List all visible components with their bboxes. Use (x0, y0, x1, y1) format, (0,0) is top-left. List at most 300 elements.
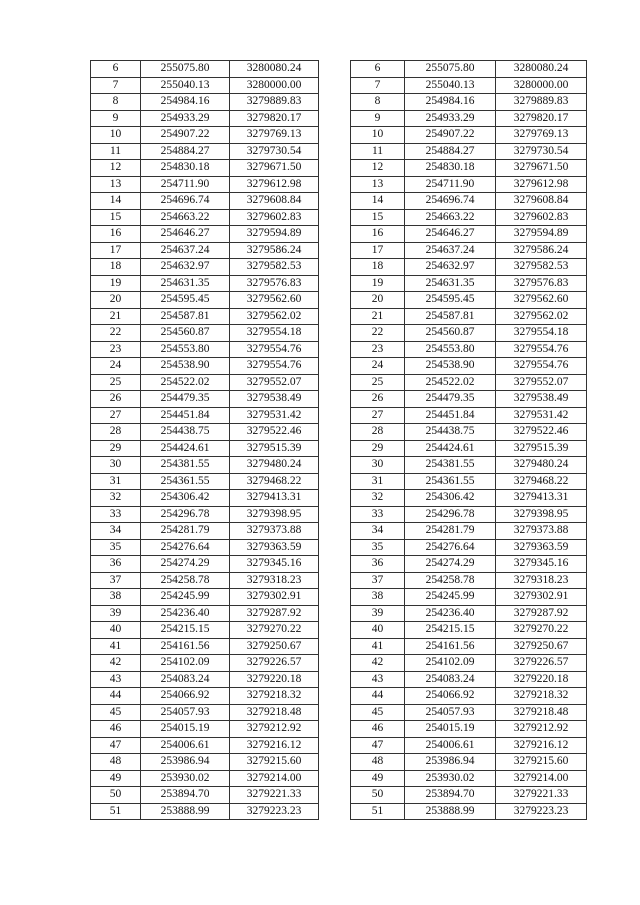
table-row (351, 275, 587, 292)
y-coordinate-cell: 3279214.00 (496, 770, 587, 787)
y-coordinate-cell: 3279582.53 (230, 259, 319, 276)
x-coordinate-cell: 254522.02 (141, 374, 230, 391)
point-number-cell: 39 (91, 605, 141, 622)
x-coordinate-cell: 254663.22 (405, 209, 496, 226)
y-coordinate-cell: 3280080.24 (230, 61, 319, 78)
y-coordinate-cell: 3279318.23 (230, 572, 319, 589)
y-coordinate-cell: 3279302.91 (230, 589, 319, 606)
table-row (351, 506, 587, 523)
x-coordinate-cell: 254560.87 (141, 325, 230, 342)
table-row (91, 176, 319, 193)
x-coordinate-cell: 254451.84 (405, 407, 496, 424)
x-coordinate-cell: 254424.61 (141, 440, 230, 457)
table-row (91, 754, 319, 771)
table-row (91, 94, 319, 111)
point-number-cell: 9 (91, 110, 141, 127)
table-row (91, 143, 319, 160)
table-row (91, 391, 319, 408)
table-row (351, 193, 587, 210)
point-number-cell: 44 (351, 688, 405, 705)
point-number-cell: 32 (351, 490, 405, 507)
x-coordinate-cell: 254595.45 (141, 292, 230, 309)
table-row (351, 358, 587, 375)
x-coordinate-cell: 254538.90 (405, 358, 496, 375)
point-number-cell: 49 (91, 770, 141, 787)
y-coordinate-cell: 3279820.17 (496, 110, 587, 127)
point-number-cell: 16 (91, 226, 141, 243)
table-row (351, 539, 587, 556)
x-coordinate-cell: 254274.29 (405, 556, 496, 573)
x-coordinate-cell: 254296.78 (405, 506, 496, 523)
table-row (351, 770, 587, 787)
table-row (351, 391, 587, 408)
table-row (351, 176, 587, 193)
x-coordinate-cell: 254479.35 (141, 391, 230, 408)
x-coordinate-cell: 254884.27 (141, 143, 230, 160)
table-row (351, 341, 587, 358)
point-number-cell: 22 (91, 325, 141, 342)
x-coordinate-cell: 254381.55 (141, 457, 230, 474)
x-coordinate-cell: 254258.78 (405, 572, 496, 589)
y-coordinate-cell: 3279215.60 (496, 754, 587, 771)
point-number-cell: 34 (91, 523, 141, 540)
table-row (91, 589, 319, 606)
x-coordinate-cell: 254296.78 (141, 506, 230, 523)
point-number-cell: 12 (351, 160, 405, 177)
table-row (91, 160, 319, 177)
y-coordinate-cell: 3279586.24 (230, 242, 319, 259)
table-row (91, 440, 319, 457)
point-number-cell: 13 (91, 176, 141, 193)
table-row (91, 127, 319, 144)
x-coordinate-cell: 254451.84 (141, 407, 230, 424)
point-number-cell: 23 (351, 341, 405, 358)
y-coordinate-cell: 3279302.91 (496, 589, 587, 606)
table-row (351, 259, 587, 276)
table-row (351, 424, 587, 441)
table-row (351, 226, 587, 243)
table-row (91, 671, 319, 688)
y-coordinate-cell: 3279730.54 (230, 143, 319, 160)
table-row (91, 622, 319, 639)
coordinate-table-right-body (351, 61, 587, 820)
x-coordinate-cell: 254306.42 (405, 490, 496, 507)
x-coordinate-cell: 255075.80 (405, 61, 496, 78)
table-row (91, 209, 319, 226)
x-coordinate-cell: 254595.45 (405, 292, 496, 309)
y-coordinate-cell: 3279218.32 (230, 688, 319, 705)
y-coordinate-cell: 3279730.54 (496, 143, 587, 160)
x-coordinate-cell: 254696.74 (141, 193, 230, 210)
point-number-cell: 24 (91, 358, 141, 375)
x-coordinate-cell: 254083.24 (405, 671, 496, 688)
point-number-cell: 50 (351, 787, 405, 804)
x-coordinate-cell: 254102.09 (141, 655, 230, 672)
point-number-cell: 10 (91, 127, 141, 144)
x-coordinate-cell: 255040.13 (141, 77, 230, 94)
y-coordinate-cell: 3279270.22 (496, 622, 587, 639)
point-number-cell: 27 (91, 407, 141, 424)
x-coordinate-cell: 254907.22 (405, 127, 496, 144)
point-number-cell: 42 (351, 655, 405, 672)
point-number-cell: 43 (351, 671, 405, 688)
y-coordinate-cell: 3279562.60 (496, 292, 587, 309)
table-row (91, 259, 319, 276)
point-number-cell: 45 (351, 704, 405, 721)
point-number-cell: 15 (351, 209, 405, 226)
table-row (351, 655, 587, 672)
table-row (351, 94, 587, 111)
y-coordinate-cell: 3279216.12 (496, 737, 587, 754)
point-number-cell: 18 (351, 259, 405, 276)
point-number-cell: 34 (351, 523, 405, 540)
table-row (91, 110, 319, 127)
table-row (351, 77, 587, 94)
table-row (91, 292, 319, 309)
y-coordinate-cell: 3279218.48 (230, 704, 319, 721)
table-row (351, 803, 587, 820)
x-coordinate-cell: 254161.56 (405, 638, 496, 655)
point-number-cell: 50 (91, 787, 141, 804)
table-row (91, 77, 319, 94)
point-number-cell: 8 (91, 94, 141, 111)
y-coordinate-cell: 3279515.39 (230, 440, 319, 457)
x-coordinate-cell: 254637.24 (141, 242, 230, 259)
x-coordinate-cell: 254479.35 (405, 391, 496, 408)
x-coordinate-cell: 254553.80 (141, 341, 230, 358)
y-coordinate-cell: 3279218.32 (496, 688, 587, 705)
point-number-cell: 46 (351, 721, 405, 738)
table-row (91, 556, 319, 573)
y-coordinate-cell: 3279515.39 (496, 440, 587, 457)
table-row (91, 473, 319, 490)
y-coordinate-cell: 3279212.92 (230, 721, 319, 738)
point-number-cell: 35 (91, 539, 141, 556)
x-coordinate-cell: 254438.75 (141, 424, 230, 441)
x-coordinate-cell: 254933.29 (141, 110, 230, 127)
point-number-cell: 29 (351, 440, 405, 457)
point-number-cell: 31 (351, 473, 405, 490)
x-coordinate-cell: 254587.81 (141, 308, 230, 325)
x-coordinate-cell: 254276.64 (141, 539, 230, 556)
table-row (91, 770, 319, 787)
y-coordinate-cell: 3279554.76 (496, 358, 587, 375)
table-row (351, 61, 587, 78)
point-number-cell: 8 (351, 94, 405, 111)
point-number-cell: 44 (91, 688, 141, 705)
point-number-cell: 38 (91, 589, 141, 606)
point-number-cell: 36 (91, 556, 141, 573)
point-number-cell: 25 (351, 374, 405, 391)
y-coordinate-cell: 3280000.00 (496, 77, 587, 94)
y-coordinate-cell: 3279218.48 (496, 704, 587, 721)
x-coordinate-cell: 255075.80 (141, 61, 230, 78)
y-coordinate-cell: 3279552.07 (496, 374, 587, 391)
x-coordinate-cell: 254361.55 (405, 473, 496, 490)
point-number-cell: 40 (91, 622, 141, 639)
y-coordinate-cell: 3279345.16 (496, 556, 587, 573)
x-coordinate-cell: 254711.90 (141, 176, 230, 193)
point-number-cell: 7 (91, 77, 141, 94)
x-coordinate-cell: 254696.74 (405, 193, 496, 210)
x-coordinate-cell: 254057.93 (405, 704, 496, 721)
point-number-cell: 41 (351, 638, 405, 655)
point-number-cell: 47 (351, 737, 405, 754)
table-row (351, 737, 587, 754)
table-row (91, 226, 319, 243)
y-coordinate-cell: 3280000.00 (230, 77, 319, 94)
table-row (351, 721, 587, 738)
y-coordinate-cell: 3279373.88 (496, 523, 587, 540)
table-row (91, 803, 319, 820)
x-coordinate-cell: 253894.70 (405, 787, 496, 804)
y-coordinate-cell: 3279562.60 (230, 292, 319, 309)
point-number-cell: 51 (351, 803, 405, 820)
y-coordinate-cell: 3279769.13 (496, 127, 587, 144)
point-number-cell: 48 (91, 754, 141, 771)
point-number-cell: 18 (91, 259, 141, 276)
y-coordinate-cell: 3279413.31 (230, 490, 319, 507)
y-coordinate-cell: 3279214.00 (230, 770, 319, 787)
y-coordinate-cell: 3279552.07 (230, 374, 319, 391)
x-coordinate-cell: 254006.61 (141, 737, 230, 754)
point-number-cell: 14 (351, 193, 405, 210)
y-coordinate-cell: 3279413.31 (496, 490, 587, 507)
x-coordinate-cell: 254553.80 (405, 341, 496, 358)
y-coordinate-cell: 3279671.50 (496, 160, 587, 177)
table-row (91, 358, 319, 375)
point-number-cell: 10 (351, 127, 405, 144)
y-coordinate-cell: 3279522.46 (230, 424, 319, 441)
x-coordinate-cell: 254438.75 (405, 424, 496, 441)
table-row (351, 589, 587, 606)
x-coordinate-cell: 254830.18 (405, 160, 496, 177)
point-number-cell: 9 (351, 110, 405, 127)
point-number-cell: 15 (91, 209, 141, 226)
x-coordinate-cell: 254637.24 (405, 242, 496, 259)
point-number-cell: 35 (351, 539, 405, 556)
y-coordinate-cell: 3279594.89 (496, 226, 587, 243)
point-number-cell: 13 (351, 176, 405, 193)
y-coordinate-cell: 3279554.76 (496, 341, 587, 358)
x-coordinate-cell: 254424.61 (405, 440, 496, 457)
x-coordinate-cell: 254102.09 (405, 655, 496, 672)
x-coordinate-cell: 254381.55 (405, 457, 496, 474)
table-row (91, 737, 319, 754)
x-coordinate-cell: 254057.93 (141, 704, 230, 721)
table-row (91, 506, 319, 523)
table-row (351, 242, 587, 259)
y-coordinate-cell: 3279220.18 (230, 671, 319, 688)
y-coordinate-cell: 3279576.83 (230, 275, 319, 292)
x-coordinate-cell: 255040.13 (405, 77, 496, 94)
table-row (351, 572, 587, 589)
y-coordinate-cell: 3279212.92 (496, 721, 587, 738)
y-coordinate-cell: 3279226.57 (496, 655, 587, 672)
table-row (351, 704, 587, 721)
y-coordinate-cell: 3279562.02 (496, 308, 587, 325)
table-row (351, 490, 587, 507)
x-coordinate-cell: 254560.87 (405, 325, 496, 342)
table-row (351, 671, 587, 688)
x-coordinate-cell: 253888.99 (141, 803, 230, 820)
y-coordinate-cell: 3279318.23 (496, 572, 587, 589)
x-coordinate-cell: 253986.94 (405, 754, 496, 771)
y-coordinate-cell: 3279538.49 (496, 391, 587, 408)
y-coordinate-cell: 3279223.23 (230, 803, 319, 820)
y-coordinate-cell: 3279270.22 (230, 622, 319, 639)
y-coordinate-cell: 3279531.42 (230, 407, 319, 424)
point-number-cell: 30 (91, 457, 141, 474)
coordinate-table-left (90, 60, 319, 820)
y-coordinate-cell: 3279602.83 (230, 209, 319, 226)
x-coordinate-cell: 254933.29 (405, 110, 496, 127)
point-number-cell: 39 (351, 605, 405, 622)
table-row (91, 704, 319, 721)
table-row (351, 325, 587, 342)
x-coordinate-cell: 254245.99 (141, 589, 230, 606)
table-row (351, 127, 587, 144)
table-row (91, 638, 319, 655)
x-coordinate-cell: 254083.24 (141, 671, 230, 688)
point-number-cell: 38 (351, 589, 405, 606)
y-coordinate-cell: 3279345.16 (230, 556, 319, 573)
table-row (91, 407, 319, 424)
y-coordinate-cell: 3279468.22 (230, 473, 319, 490)
y-coordinate-cell: 3279363.59 (230, 539, 319, 556)
y-coordinate-cell: 3279216.12 (230, 737, 319, 754)
point-number-cell: 19 (351, 275, 405, 292)
x-coordinate-cell: 254587.81 (405, 308, 496, 325)
y-coordinate-cell: 3279522.46 (496, 424, 587, 441)
y-coordinate-cell: 3279215.60 (230, 754, 319, 771)
x-coordinate-cell: 254236.40 (141, 605, 230, 622)
y-coordinate-cell: 3279373.88 (230, 523, 319, 540)
table-row (351, 787, 587, 804)
table-row (91, 721, 319, 738)
x-coordinate-cell: 254361.55 (141, 473, 230, 490)
x-coordinate-cell: 254646.27 (405, 226, 496, 243)
x-coordinate-cell: 254236.40 (405, 605, 496, 622)
point-number-cell: 11 (91, 143, 141, 160)
x-coordinate-cell: 254538.90 (141, 358, 230, 375)
y-coordinate-cell: 3279538.49 (230, 391, 319, 408)
x-coordinate-cell: 254066.92 (141, 688, 230, 705)
y-coordinate-cell: 3279608.84 (230, 193, 319, 210)
point-number-cell: 27 (351, 407, 405, 424)
table-row (91, 787, 319, 804)
x-coordinate-cell: 253930.02 (405, 770, 496, 787)
point-number-cell: 41 (91, 638, 141, 655)
x-coordinate-cell: 254646.27 (141, 226, 230, 243)
table-row (91, 655, 319, 672)
y-coordinate-cell: 3279769.13 (230, 127, 319, 144)
table-row (351, 308, 587, 325)
y-coordinate-cell: 3279287.92 (496, 605, 587, 622)
point-number-cell: 17 (351, 242, 405, 259)
x-coordinate-cell: 254015.19 (405, 721, 496, 738)
x-coordinate-cell: 254522.02 (405, 374, 496, 391)
x-coordinate-cell: 254161.56 (141, 638, 230, 655)
y-coordinate-cell: 3279576.83 (496, 275, 587, 292)
table-row (91, 539, 319, 556)
x-coordinate-cell: 254281.79 (141, 523, 230, 540)
y-coordinate-cell: 3279608.84 (496, 193, 587, 210)
x-coordinate-cell: 254984.16 (405, 94, 496, 111)
table-row (91, 374, 319, 391)
table-row (351, 143, 587, 160)
point-number-cell: 28 (91, 424, 141, 441)
point-number-cell: 37 (351, 572, 405, 589)
x-coordinate-cell: 253894.70 (141, 787, 230, 804)
point-number-cell: 25 (91, 374, 141, 391)
y-coordinate-cell: 3279562.02 (230, 308, 319, 325)
y-coordinate-cell: 3279602.83 (496, 209, 587, 226)
x-coordinate-cell: 254245.99 (405, 589, 496, 606)
table-row (91, 242, 319, 259)
point-number-cell: 30 (351, 457, 405, 474)
y-coordinate-cell: 3279363.59 (496, 539, 587, 556)
point-number-cell: 46 (91, 721, 141, 738)
point-number-cell: 40 (351, 622, 405, 639)
x-coordinate-cell: 253888.99 (405, 803, 496, 820)
table-row (351, 407, 587, 424)
point-number-cell: 7 (351, 77, 405, 94)
point-number-cell: 21 (91, 308, 141, 325)
point-number-cell: 51 (91, 803, 141, 820)
table-row (91, 523, 319, 540)
point-number-cell: 20 (351, 292, 405, 309)
y-coordinate-cell: 3279820.17 (230, 110, 319, 127)
x-coordinate-cell: 254066.92 (405, 688, 496, 705)
y-coordinate-cell: 3279480.24 (230, 457, 319, 474)
x-coordinate-cell: 254631.35 (141, 275, 230, 292)
table-row (91, 341, 319, 358)
table-row (351, 209, 587, 226)
table-row (351, 374, 587, 391)
y-coordinate-cell: 3279612.98 (230, 176, 319, 193)
table-row (351, 688, 587, 705)
x-coordinate-cell: 254907.22 (141, 127, 230, 144)
y-coordinate-cell: 3279554.76 (230, 341, 319, 358)
table-row (91, 490, 319, 507)
x-coordinate-cell: 254006.61 (405, 737, 496, 754)
point-number-cell: 17 (91, 242, 141, 259)
x-coordinate-cell: 254631.35 (405, 275, 496, 292)
point-number-cell: 33 (91, 506, 141, 523)
x-coordinate-cell: 254281.79 (405, 523, 496, 540)
table-row (91, 572, 319, 589)
y-coordinate-cell: 3279582.53 (496, 259, 587, 276)
x-coordinate-cell: 254276.64 (405, 539, 496, 556)
y-coordinate-cell: 3279889.83 (230, 94, 319, 111)
y-coordinate-cell: 3279889.83 (496, 94, 587, 111)
point-number-cell: 24 (351, 358, 405, 375)
table-row (351, 605, 587, 622)
y-coordinate-cell: 3279287.92 (230, 605, 319, 622)
x-coordinate-cell: 254984.16 (141, 94, 230, 111)
x-coordinate-cell: 254711.90 (405, 176, 496, 193)
point-number-cell: 29 (91, 440, 141, 457)
x-coordinate-cell: 254274.29 (141, 556, 230, 573)
point-number-cell: 48 (351, 754, 405, 771)
y-coordinate-cell: 3279531.42 (496, 407, 587, 424)
point-number-cell: 16 (351, 226, 405, 243)
y-coordinate-cell: 3279220.18 (496, 671, 587, 688)
x-coordinate-cell: 254215.15 (141, 622, 230, 639)
point-number-cell: 32 (91, 490, 141, 507)
point-number-cell: 22 (351, 325, 405, 342)
